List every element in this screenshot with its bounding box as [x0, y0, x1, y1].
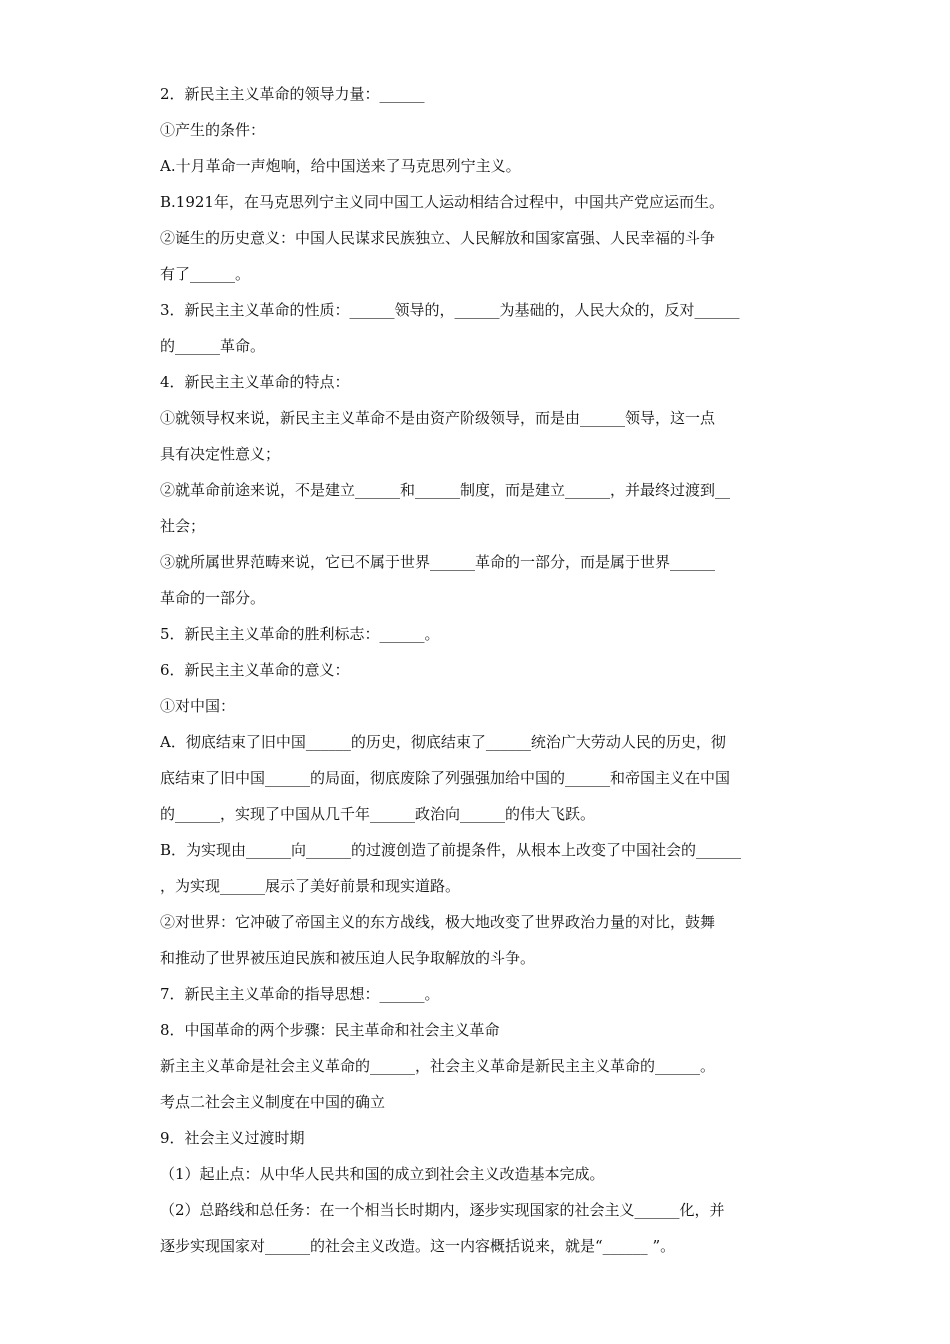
text-line: ②就革命前途来说，不是建立______和______制度，而是建立______，并最终过渡到__: [160, 481, 731, 499]
text-line: ，为实现______展示了美好前景和现实道路。: [160, 877, 461, 895]
text-line: A.十月革命一声炮响，给中国送来了马克思列宁主义。: [160, 157, 521, 175]
text-line: 有了______。: [160, 265, 251, 283]
section-heading: 考点二社会主义制度在中国的确立: [160, 1093, 386, 1111]
text-line: 和推动了世界被压迫民族和被压迫人民争取解放的斗争。: [160, 949, 536, 967]
text-line: B.1921年，在马克思列宁主义同中国工人运动相结合过程中，中国共产党应运而生。: [160, 193, 724, 211]
text-line: 9．社会主义过渡时期: [160, 1129, 305, 1147]
document-body: [160, 76, 800, 1264]
text-line: （1）起止点：从中华人民共和国的成立到社会主义改造基本完成。: [160, 1165, 605, 1183]
text-line: ②诞生的历史意义：中国人民谋求民族独立、人民解放和国家富强、人民幸福的斗争: [160, 229, 716, 247]
text-line: 7．新民主主义革命的指导思想：______。: [160, 985, 440, 1003]
text-line: （2）总路线和总任务：在一个相当长时期内，逐步实现国家的社会主义______化，并: [160, 1201, 725, 1219]
text-line: B．为实现由______向______的过渡创造了前提条件，从根本上改变了中国社会的______: [160, 841, 742, 859]
text-line: 2．新民主主义革命的领导力量：______: [160, 85, 425, 103]
text-line: 8．中国革命的两个步骤：民主革命和社会主义革命: [160, 1021, 500, 1039]
text-line: ①对中国：: [160, 697, 236, 715]
text-line: 社会；: [160, 517, 206, 535]
text-line: 革命的一部分。: [160, 589, 266, 607]
text-line: A．彻底结束了旧中国______的历史，彻底结束了______统治广大劳动人民的历史，彻: [160, 733, 726, 751]
text-line: ②对世界：它冲破了帝国主义的东方战线，极大地改变了世界政治力量的对比，鼓舞: [160, 913, 716, 931]
text-line: ①就领导权来说，新民主主义革命不是由资产阶级领导，而是由______领导，这一点: [160, 409, 716, 427]
text-line: 4．新民主主义革命的特点：: [160, 373, 350, 391]
text-line: 5．新民主主义革命的胜利标志：______。: [160, 625, 440, 643]
text-line: 6．新民主主义革命的意义：: [160, 661, 350, 679]
text-line: ③就所属世界范畴来说，它已不属于世界______革命的一部分，而是属于世界______: [160, 553, 716, 571]
text-line: 底结束了旧中国______的局面，彻底废除了列强强加给中国的______和帝国主义在中国: [160, 769, 731, 787]
text-line: ①产生的条件：: [160, 121, 266, 139]
text-line: 的______革命。: [160, 337, 266, 355]
text-line: 具有决定性意义；: [160, 445, 281, 463]
text-line: 的______，实现了中国从几千年______政治向______的伟大飞跃。: [160, 805, 596, 823]
text-line: 逐步实现国家对______的社会主义改造。这一内容概括说来，就是“______ ”。: [160, 1237, 676, 1255]
text-line: 新主主义革命是社会主义革命的______，社会主义革命是新民主主义革命的______。: [160, 1057, 716, 1075]
text-line: 3．新民主主义革命的性质：______领导的，______为基础的，人民大众的，反对______: [160, 301, 740, 319]
